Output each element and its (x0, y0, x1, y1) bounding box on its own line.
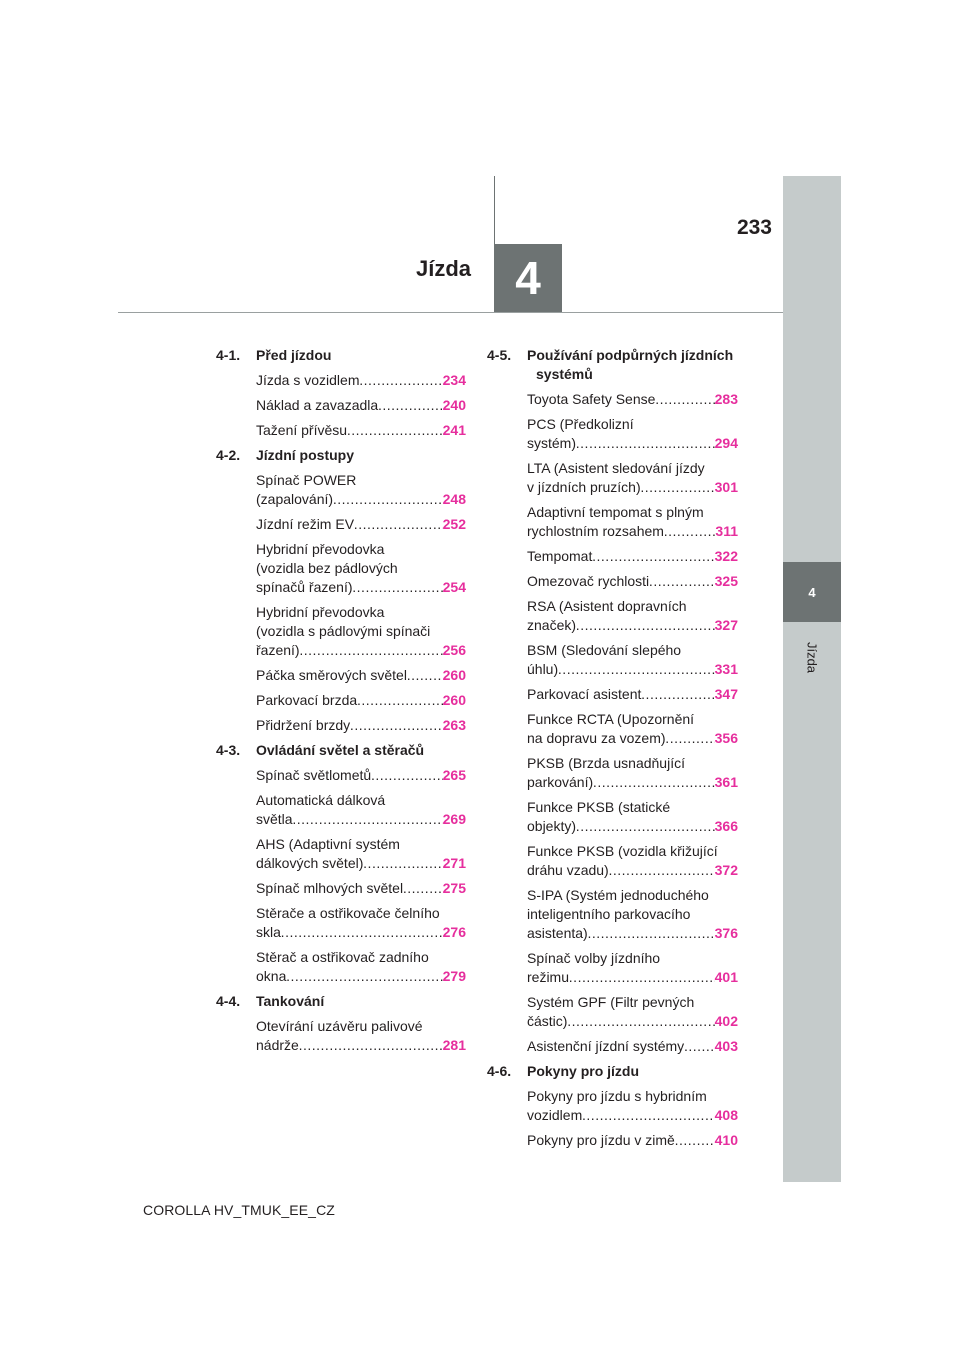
dot-leader (569, 968, 715, 987)
toc-entry[interactable] (256, 716, 466, 735)
entry-page-link[interactable]: 322 (714, 548, 738, 564)
entry-title-line: (zapalování) (256, 491, 334, 507)
chapter-number: 4 (515, 252, 541, 304)
entry-leader-line (527, 685, 738, 704)
entry-page-link[interactable]: 234 (442, 372, 466, 388)
toc-entry[interactable] (527, 641, 738, 679)
entry-leader-line (256, 810, 466, 829)
dot-leader (684, 1037, 714, 1056)
toc-entry[interactable] (527, 1087, 738, 1125)
entry-title-line: BSM (Sledování slepého (527, 642, 682, 658)
entry-leader-line (256, 967, 466, 986)
entry-title-line: dráhu vzadu) (527, 862, 609, 878)
toc-entry[interactable] (527, 572, 738, 591)
entry-title-line: Náklad a zavazadla (256, 397, 379, 413)
dot-leader (588, 924, 715, 943)
entry-title-line: Stěrače a ostřikovače čelního (256, 905, 440, 921)
entry-title-line: v jízdních pruzích) (527, 479, 641, 495)
entry-title-line: Pokyny pro jízdu v zimě (527, 1132, 675, 1148)
entry-leader-line (527, 729, 738, 748)
entry-leader-line (256, 854, 466, 873)
entry-title-line: Adaptivní tempomat s plným (527, 504, 704, 520)
dot-leader (353, 578, 443, 597)
entry-leader-line (256, 490, 466, 509)
section-number: 4-3. (216, 742, 241, 758)
entry-page-link[interactable]: 361 (714, 774, 738, 790)
entry-title-line: S-IPA (Systém jednoduchého (527, 887, 709, 903)
toc-entry[interactable] (256, 471, 466, 509)
entry-title-line: Tempomat (527, 548, 593, 564)
entry-leader-line (527, 616, 738, 635)
chapter-side-tab[interactable] (783, 562, 841, 622)
entry-leader-line (527, 968, 738, 987)
entry-page-link[interactable]: 265 (442, 767, 466, 783)
toc-entry[interactable] (256, 396, 466, 415)
entry-leader-line (256, 879, 466, 898)
entry-title-line: Parkovací brzda (256, 692, 358, 708)
entry-page-link[interactable]: 410 (714, 1132, 738, 1148)
entry-title-line: Hybridní převodovka (256, 604, 385, 620)
entry-title-line: značek) (527, 617, 577, 633)
entry-page-link[interactable]: 408 (714, 1107, 738, 1123)
side-tab-number: 4 (808, 584, 816, 600)
entry-title-line: (vozidla s pádlovými spínači (256, 623, 431, 639)
toc-entry[interactable] (527, 798, 738, 836)
entry-title-line: Systém GPF (Filtr pevných (527, 994, 695, 1010)
toc-entry[interactable] (256, 904, 466, 942)
section-number: 4-6. (487, 1063, 512, 1079)
toc-entry[interactable] (527, 1131, 738, 1150)
chapter-title: Jízda (415, 256, 471, 281)
toc-entry[interactable] (527, 710, 738, 748)
entry-leader-line (527, 1012, 738, 1031)
entry-page-link[interactable]: 331 (714, 661, 738, 677)
section-title: Pokyny pro jízdu (527, 1063, 640, 1079)
entry-page-link[interactable]: 366 (714, 818, 738, 834)
entry-page-link[interactable]: 403 (714, 1038, 738, 1054)
entry-page-link[interactable]: 240 (442, 397, 466, 413)
page-number: 233 (736, 216, 772, 239)
entry-title-line: Parkovací asistent (527, 686, 642, 702)
entry-leader-line (256, 396, 466, 415)
entry-title-line: režimu (527, 969, 570, 985)
entry-title-line: RSA (Asistent dopravních (527, 598, 687, 614)
dot-leader (350, 716, 442, 735)
dot-leader (354, 515, 443, 534)
dot-leader (333, 490, 443, 509)
entry-title-line: vozidlem (527, 1107, 583, 1123)
entry-leader-line (256, 766, 466, 785)
entry-title-line: PCS (Předkolizní (527, 416, 634, 432)
toc-entry[interactable] (527, 547, 738, 566)
entry-title-line: Asistenční jízdní systémy (527, 1038, 685, 1054)
header-divider-horizontal (118, 312, 783, 313)
side-strip (783, 176, 841, 1182)
entry-title-line: částic) (527, 1013, 568, 1029)
dot-leader (641, 478, 715, 497)
entry-title-line: Spínač POWER (256, 472, 357, 488)
dot-leader (378, 396, 442, 415)
chapter-number-box (494, 244, 562, 312)
entry-page-link[interactable]: 347 (714, 686, 738, 702)
dot-leader (655, 390, 714, 409)
section-title: Před jízdou (256, 347, 332, 363)
toc-entry[interactable] (527, 949, 738, 987)
entry-leader-line (527, 773, 738, 792)
section-title: Jízdní postupy (256, 447, 354, 463)
entry-leader-line (256, 515, 466, 534)
toc-section-heading (487, 346, 738, 384)
dot-leader (576, 616, 715, 635)
entry-leader-line (527, 817, 738, 836)
toc-entry[interactable] (527, 685, 738, 704)
dot-leader (299, 1036, 443, 1055)
entry-page-link[interactable]: 281 (442, 1037, 466, 1053)
entry-title-line: LTA (Asistent sledování jízdy (527, 460, 705, 476)
entry-leader-line (527, 522, 738, 541)
toc-entry[interactable] (256, 791, 466, 829)
entry-page-link[interactable]: 241 (442, 422, 466, 438)
dot-leader (576, 817, 715, 836)
entry-title-line: PKSB (Brzda usnadňující (527, 755, 685, 771)
entry-page-link[interactable]: 325 (714, 573, 738, 589)
entry-title-line: okna (256, 968, 287, 984)
entry-page-link[interactable]: 294 (714, 435, 738, 451)
dot-leader (357, 691, 442, 710)
section-number: 4-2. (216, 447, 241, 463)
footer-model-code: COROLLA HV_TMUK_EE_CZ (143, 1202, 335, 1218)
entry-title-line: Jízdní režim EV (256, 516, 355, 532)
entry-page-link[interactable]: 356 (714, 730, 738, 746)
dot-leader (347, 421, 443, 440)
entry-title-line: nádrže (256, 1037, 299, 1053)
entry-page-link[interactable]: 254 (442, 579, 466, 595)
dot-leader (359, 371, 442, 390)
entry-leader-line (256, 716, 466, 735)
toc-entry[interactable] (527, 503, 738, 541)
entry-page-link[interactable]: 275 (442, 880, 466, 896)
entry-leader-line (256, 578, 466, 597)
entry-leader-line (256, 1036, 466, 1055)
entry-leader-line (527, 861, 738, 880)
entry-title-line: světla (256, 811, 293, 827)
entry-leader-line (527, 660, 738, 679)
entry-title-line: Pokyny pro jízdu s hybridním (527, 1088, 707, 1104)
entry-title-line: rychlostním rozsahem (527, 523, 664, 539)
toc-entry[interactable] (527, 597, 738, 635)
toc-entry[interactable] (256, 540, 466, 597)
entry-leader-line (527, 547, 738, 566)
entry-title-line: Spínač mlhových světel (256, 880, 404, 896)
entry-leader-line (256, 691, 466, 710)
toc-section-heading (216, 446, 466, 465)
section-number: 4-4. (216, 993, 241, 1009)
entry-title-line: Funkce PKSB (statické (527, 799, 671, 815)
dot-leader (286, 967, 442, 986)
dot-leader (675, 1131, 715, 1150)
entry-page-link[interactable]: 269 (442, 811, 466, 827)
entry-leader-line (256, 923, 466, 942)
toc-entry[interactable] (256, 421, 466, 440)
dot-leader (593, 773, 714, 792)
entry-leader-line (256, 666, 466, 685)
entry-leader-line (256, 641, 466, 660)
dot-leader (371, 766, 442, 785)
dot-leader (576, 434, 715, 453)
entry-page-link[interactable]: 279 (442, 968, 466, 984)
entry-title-line: na dopravu za vozem) (527, 730, 666, 746)
entry-page-link[interactable]: 271 (442, 855, 466, 871)
entry-title-line: AHS (Adaptivní systém (256, 836, 400, 852)
toc-entry[interactable] (256, 835, 466, 873)
entry-title-line: řazení) (256, 642, 300, 658)
toc-section-heading (487, 1062, 738, 1081)
dot-leader (609, 861, 715, 880)
section-title: Používání podpůrných jízdních systémů (527, 347, 734, 382)
toc-entry[interactable] (527, 1037, 738, 1056)
entry-leader-line (527, 572, 738, 591)
entry-title-line: Toyota Safety Sense (527, 391, 656, 407)
dot-leader (363, 854, 442, 873)
section-title: Tankování (256, 993, 325, 1009)
toc-entry[interactable] (256, 879, 466, 898)
entry-leader-line (256, 421, 466, 440)
dot-leader (649, 572, 714, 591)
entry-page-link[interactable]: 248 (442, 491, 466, 507)
side-tab-label: Jízda (804, 641, 820, 674)
entry-leader-line (527, 1106, 738, 1125)
entry-title-line: Automatická dálková (256, 792, 386, 808)
toc-entry[interactable] (527, 754, 738, 792)
toc-entry[interactable] (256, 1017, 466, 1055)
dot-leader (666, 729, 715, 748)
entry-page-link[interactable]: 327 (714, 617, 738, 633)
entry-title-line: parkování) (527, 774, 594, 790)
entry-page-link[interactable]: 376 (714, 925, 738, 941)
entry-leader-line (527, 478, 738, 497)
entry-title-line: Přidržení brzdy (256, 717, 351, 733)
toc-entry[interactable] (256, 948, 466, 986)
header-divider-vertical (494, 176, 495, 244)
entry-page-link[interactable]: 402 (714, 1013, 738, 1029)
entry-title-line: skla (256, 924, 281, 940)
entry-title-line: (vozidla bez pádlových (256, 560, 398, 576)
toc-entry[interactable] (527, 842, 738, 880)
toc-section-heading (216, 992, 466, 1011)
toc-entry[interactable] (256, 766, 466, 785)
dot-leader (641, 685, 714, 704)
toc-right-column (487, 346, 738, 1156)
entry-title-line: Jízda s vozidlem (256, 372, 360, 388)
dot-leader (567, 1012, 714, 1031)
entry-page-link[interactable]: 276 (442, 924, 466, 940)
dot-leader (281, 923, 443, 942)
entry-title-line: Otevírání uzávěru palivové (256, 1018, 423, 1034)
entry-title-line: spínačů řazení) (256, 579, 353, 595)
entry-leader-line (527, 1037, 738, 1056)
section-number: 4-5. (487, 347, 512, 363)
dot-leader (293, 810, 443, 829)
dot-leader (403, 879, 443, 898)
entry-page-link[interactable]: 260 (442, 667, 466, 683)
entry-title-line: Spínač světlometů (256, 767, 372, 783)
section-title: Ovládání světel a stěračů (256, 742, 425, 758)
entry-leader-line (527, 924, 738, 943)
entry-title-line: dálkových světel) (256, 855, 364, 871)
entry-leader-line (527, 434, 738, 453)
entry-page-link[interactable]: 401 (714, 969, 738, 985)
entry-title-line: Hybridní převodovka (256, 541, 385, 557)
entry-page-link[interactable]: 311 (715, 523, 738, 539)
toc-entry[interactable] (256, 371, 466, 390)
entry-title-line: asistenta) (527, 925, 588, 941)
dot-leader (558, 660, 715, 679)
dot-leader (300, 641, 443, 660)
entry-title-line: Stěrač a ostřikovač zadního (256, 949, 429, 965)
toc-entry[interactable] (527, 390, 738, 409)
entry-page-link[interactable]: 283 (714, 391, 738, 407)
entry-title-line: Funkce PKSB (vozidla křižující (527, 843, 718, 859)
entry-title-line: Tažení přívěsu (256, 422, 348, 438)
toc-entry[interactable] (256, 691, 466, 710)
dot-leader (582, 1106, 714, 1125)
entry-leader-line (527, 390, 738, 409)
entry-title-line: systém) (527, 435, 576, 451)
toc-entry[interactable] (256, 603, 466, 660)
toc-entry[interactable] (527, 886, 738, 943)
toc-entry[interactable] (527, 459, 738, 497)
entry-leader-line (256, 371, 466, 390)
entry-page-link[interactable]: 256 (442, 642, 466, 658)
entry-page-link[interactable]: 372 (714, 862, 738, 878)
entry-title-line: inteligentního parkovacího (527, 906, 691, 922)
entry-title-line: Funkce RCTA (Upozornění (527, 711, 695, 727)
entry-page-link[interactable]: 260 (442, 692, 466, 708)
toc-section-heading (216, 346, 466, 365)
entry-page-link[interactable]: 301 (714, 479, 738, 495)
entry-page-link[interactable]: 263 (442, 717, 466, 733)
section-number: 4-1. (216, 347, 241, 363)
entry-title-line: Omezovač rychlosti (527, 573, 650, 589)
dot-leader (407, 666, 443, 685)
toc-entry[interactable] (527, 993, 738, 1031)
entry-page-link[interactable]: 252 (442, 516, 466, 532)
entry-leader-line (527, 1131, 738, 1150)
toc-left-column (216, 346, 466, 1061)
dot-leader (592, 547, 714, 566)
entry-title-line: objekty) (527, 818, 577, 834)
entry-title-line: úhlu) (527, 661, 559, 677)
toc-section-heading (216, 741, 466, 760)
toc-entry[interactable] (527, 415, 738, 453)
dot-leader (664, 522, 715, 541)
entry-title-line: Spínač volby jízdního (527, 950, 661, 966)
entry-title-line: Páčka směrových světel (256, 667, 407, 683)
toc-entry[interactable] (256, 666, 466, 685)
toc-entry[interactable] (256, 515, 466, 534)
